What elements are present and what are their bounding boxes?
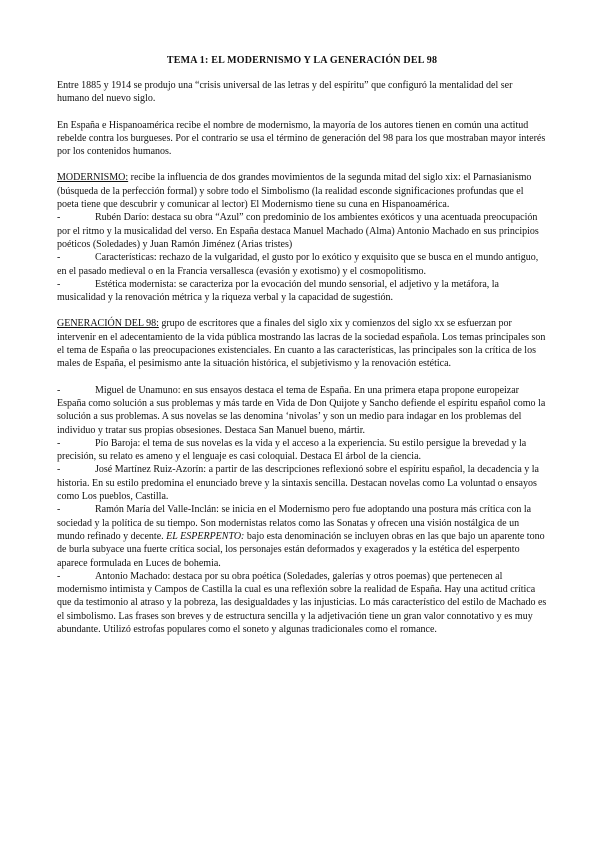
list-item	[57, 463, 547, 503]
section-text: recibe la influencia de dos grandes movimientos de la segunda mitad del siglo xix: el Parnasianismo (búsqueda de la perfección formal) y sobre todo el Simbolismo (la realidad esconde significaciones profundas que el poeta tiene que descubrir y comunicar al lector) El Modernismo tiene su cuna en Hispanoamérica.	[57, 172, 532, 211]
section-heading: GENERACIÓN DEL 98:	[57, 318, 159, 330]
section-text: grupo de escritores que a finales del siglo xix y comienzos del siglo xx se esfuerzan por intervenir en el adecentamiento de la vida pública mostrando las lacras de la sociedad española. Los temas principales son el tema de España o las preocupaciones existenciales. En cuanto a las características, las principales son la crítica de los males de España, el pesimismo ante la situación histórica, el subjetivismo y la renovación estética.	[57, 318, 546, 370]
list-item-text: Estética modernista: se caracteriza por la evocación del mundo sensorial, el adjetivo y la metáfora, la musicalidad y la renovación métrica y la riqueza verbal y la capacidad de sugestión.	[57, 278, 499, 304]
esperpento-term: EL ESPERPENTO:	[166, 530, 245, 542]
list-item-text: Pío Baroja: el tema de sus novelas es la vida y el acceso a la experiencia. Su estilo persigue la brevedad y la precisión, su relato es ameno y el lenguaje es casi coloquial. Destaca El árbol de la ciencia.	[57, 437, 527, 463]
document-page	[57, 54, 547, 636]
list-item-text: Rubén Darío: destaca su obra “Azul” con predominio de los ambientes exóticos y una acentuada preocupación por el ritmo y la musicalidad del verso. En España destaca Manuel Machado (Alma) Antonio Machado en sus principios poéticos (Soledades) y Juan Ramón Jiménez (Arias tristes)	[57, 212, 539, 250]
section-heading: MODERNISMO:	[57, 172, 129, 184]
list-item	[57, 570, 547, 636]
list-item	[57, 437, 547, 464]
dash-bullet: -	[57, 504, 61, 516]
list-item-text: Antonio Machado: destaca por su obra poética (Soledades, galerías y otros poemas) que pertenecen al modernismo intimista y Campos de Castilla la cual es una reflexión sobre la realidad de España. Hay una actitud crítica que da testimonio al atraso y la pobreza, las desigualdades y las injusticias. Lo más característico del estilo de Machado es el simbolismo. Las frases son breves y de estructura sencilla y la adjetivación tiene un gran valor connotativo y es muy abundante. Utilizó estrofas populares como el soneto y algunas tradicionales como el romance.	[57, 570, 547, 635]
intro-paragraph: En España e Hispanoamérica recibe el nombre de modernismo, la mayoría de los autores tienen en común una actitud rebelde contra los burgueses. Por el contrario se usa el término de generación del 98 para los que mostraban mayor interés por los contenidos humanos.	[57, 119, 546, 158]
generacion-section	[57, 317, 547, 636]
dash-bullet: -	[57, 278, 61, 290]
dash-bullet: -	[57, 252, 61, 264]
dash-bullet: -	[57, 437, 61, 449]
list-item-text: Características: rechazo de la vulgaridad, el gusto por lo exótico y exquisito que se busca en el mundo antiguo, en el pasado medieval o en la Francia versallesca (evasión y exotismo) y el cosmopolitismo.	[57, 252, 539, 277]
list-item-text: Ramón María del Valle-Inclán: se inicia en el Modernismo pero fue adoptando una postura más crítica con la sociedad y la política de su tiempo. Son modernistas relatos como las Sonatas y ofrecen una visión nostálgica de un mundo refinado y decente.	[57, 504, 532, 542]
list-item	[57, 211, 547, 251]
list-item-text: José Martínez Ruiz-Azorín: a partir de las descripciones reflexionó sobre el espíritu español, la decadencia y la historia. En su estilo predomina el enunciado breve y la sintaxis sencilla. Destacan novelas como La voluntad o ensayos como Los pueblos, Castilla.	[57, 464, 539, 503]
modernismo-section	[57, 171, 547, 304]
modernismo-definition	[57, 171, 547, 211]
dash-bullet: -	[57, 464, 61, 476]
list-item-text: Miguel de Unamuno: en sus ensayos destaca el tema de España. En una primera etapa propone europeizar España como solución a sus problemas y más tarde en Vida de Don Quijote y Sancho defiende el espíritu español como la solución a sus problemas. A sus novelas se las denomina ‘nivolas’ y son un medio para indagar en los problemas del individuo y tratar sus propias obsesiones. Destaca San Manuel bueno, mártir.	[57, 384, 546, 436]
generacion-definition	[57, 317, 547, 370]
dash-bullet: -	[57, 384, 61, 396]
list-item	[57, 278, 547, 305]
list-item-text: bajo esta denominación se incluyen obras en las que bajo un aparente tono de burla subyace una fuerte crítica social, los personajes están deformados y exagerados y la estética del esperpento aparece formulada en Luces de bohemia.	[57, 530, 545, 569]
intro-paragraph: Entre 1885 y 1914 se produjo una “crisis universal de las letras y del espíritu” que configuró la mentalidad del ser humano del nuevo siglo.	[57, 80, 513, 105]
dash-bullet: -	[57, 212, 61, 224]
dash-bullet: -	[57, 570, 61, 582]
list-item	[57, 503, 547, 569]
document-title: TEMA 1: EL MODERNISMO Y LA GENERACIÓN DEL 98	[166, 55, 438, 66]
list-item	[57, 384, 547, 437]
list-item	[57, 251, 547, 278]
